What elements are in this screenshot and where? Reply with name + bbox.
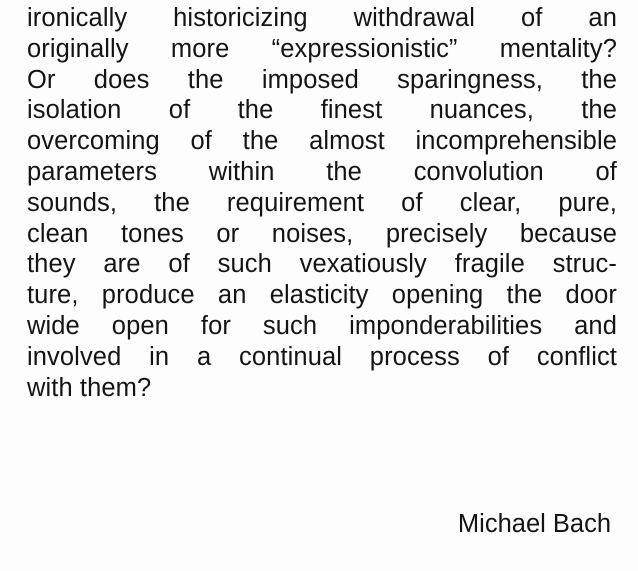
- text-line: ture, produce an elasticity opening the door: [27, 281, 617, 310]
- text-line: involved in a continual process of conflict: [27, 342, 617, 371]
- text-line: ironically historicizing withdrawal of an: [27, 4, 617, 32]
- text-line-last: with them?: [27, 373, 152, 402]
- text-line: parameters within the convolution of: [27, 157, 617, 186]
- text-line: clean tones or noises, precisely because: [27, 219, 617, 248]
- text-line: they are of such vexatiously fragile struc-: [27, 250, 617, 279]
- text-line: sounds, the requirement of clear, pure,: [27, 188, 617, 217]
- body-paragraph: [27, 3, 617, 403]
- text-line: overcoming of the almost incomprehensible: [27, 127, 617, 156]
- text-line: wide open for such imponderabilities and: [27, 311, 617, 340]
- author-signature: Michael Bach: [457, 510, 611, 538]
- text-line: Or does the imposed sparingness, the: [27, 65, 617, 94]
- text-line: originally more “expressionistic” mentality?: [27, 34, 617, 63]
- text-line: isolation of the finest nuances, the: [27, 96, 617, 125]
